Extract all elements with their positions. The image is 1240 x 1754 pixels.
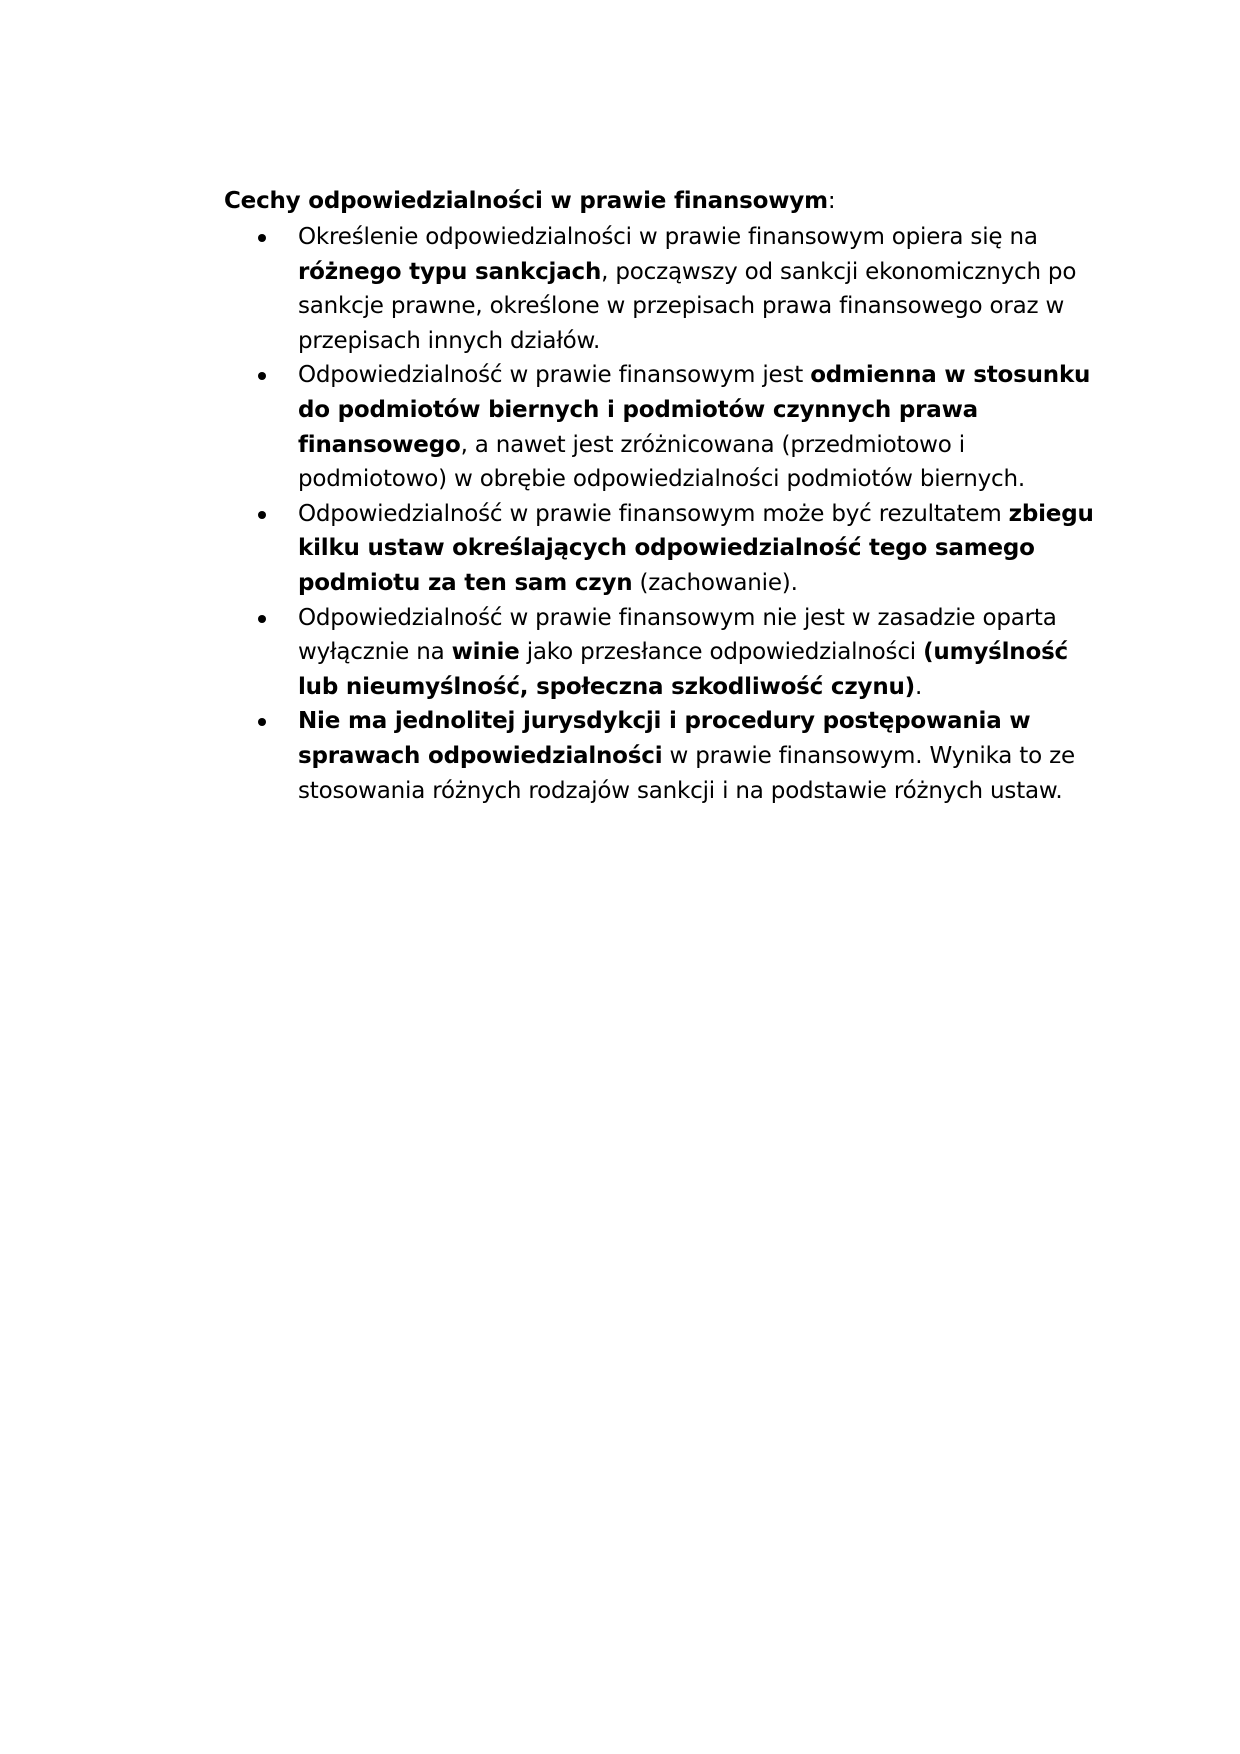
item-text: , a nawet jest zróżnicowana (przedmiotowo i podmiotowo) w obrębie odpowiedzialności podmiotów biernych. xyxy=(298,431,1025,493)
item-text: Określenie odpowiedzialności w prawie finansowym opiera się na xyxy=(298,224,1038,250)
item-bold-text: zbiegu kilku ustaw określających odpowiedzialność tego samego podmiotu za ten sam czyn xyxy=(298,500,1094,596)
heading-colon: : xyxy=(827,188,836,214)
item-bold-text: winie xyxy=(451,639,520,666)
item-text: Odpowiedzialność w prawie finansowym jest xyxy=(298,362,811,389)
bullet-icon xyxy=(258,372,266,380)
item-bold-text: odmienna w stosunku do podmiotów biernych i podmiotów czynnych prawa finansowego xyxy=(298,362,1091,458)
bullet-icon xyxy=(258,234,266,242)
bullet-icon xyxy=(258,511,266,519)
list-item xyxy=(224,601,1094,705)
item-bold-text: (umyślność lub nieumyślność, społeczna szkodliwość czynu) xyxy=(298,639,1068,700)
item-bold-text: różnego typu sankcjach xyxy=(298,258,602,285)
list-item xyxy=(224,704,1094,808)
bullet-list xyxy=(224,220,1094,808)
heading-text: Cechy odpowiedzialności w prawie finansowym xyxy=(224,188,828,214)
item-text: , począwszy od sankcji ekonomicznych po sankcje prawne, określone w przepisach prawa finansowego oraz w przepisach innych działów. xyxy=(298,258,1077,354)
item-text: Odpowiedzialność w prawie finansowym może być rezultatem xyxy=(298,500,1009,527)
list-item xyxy=(224,358,1094,496)
bullet-icon xyxy=(258,718,266,726)
list-item xyxy=(224,497,1094,601)
list-item xyxy=(224,220,1094,358)
item-bold-text: Nie ma jednolitej jurysdykcji i procedury postępowania w sprawach odpowiedzialności xyxy=(298,708,1031,769)
item-text: w prawie finansowym. Wynika to ze stosowania różnych rodzajów sankcji i na podstawie różnych ustaw. xyxy=(298,742,1075,804)
item-text: (zachowanie). xyxy=(632,569,798,596)
item-text: jako przesłance odpowiedzialności xyxy=(519,639,924,666)
item-text: . xyxy=(915,673,923,700)
section-heading xyxy=(224,184,1084,218)
bullet-icon xyxy=(258,615,266,623)
item-text: Odpowiedzialność w prawie finansowym nie jest w zasadzie oparta wyłącznie na xyxy=(298,604,1057,666)
